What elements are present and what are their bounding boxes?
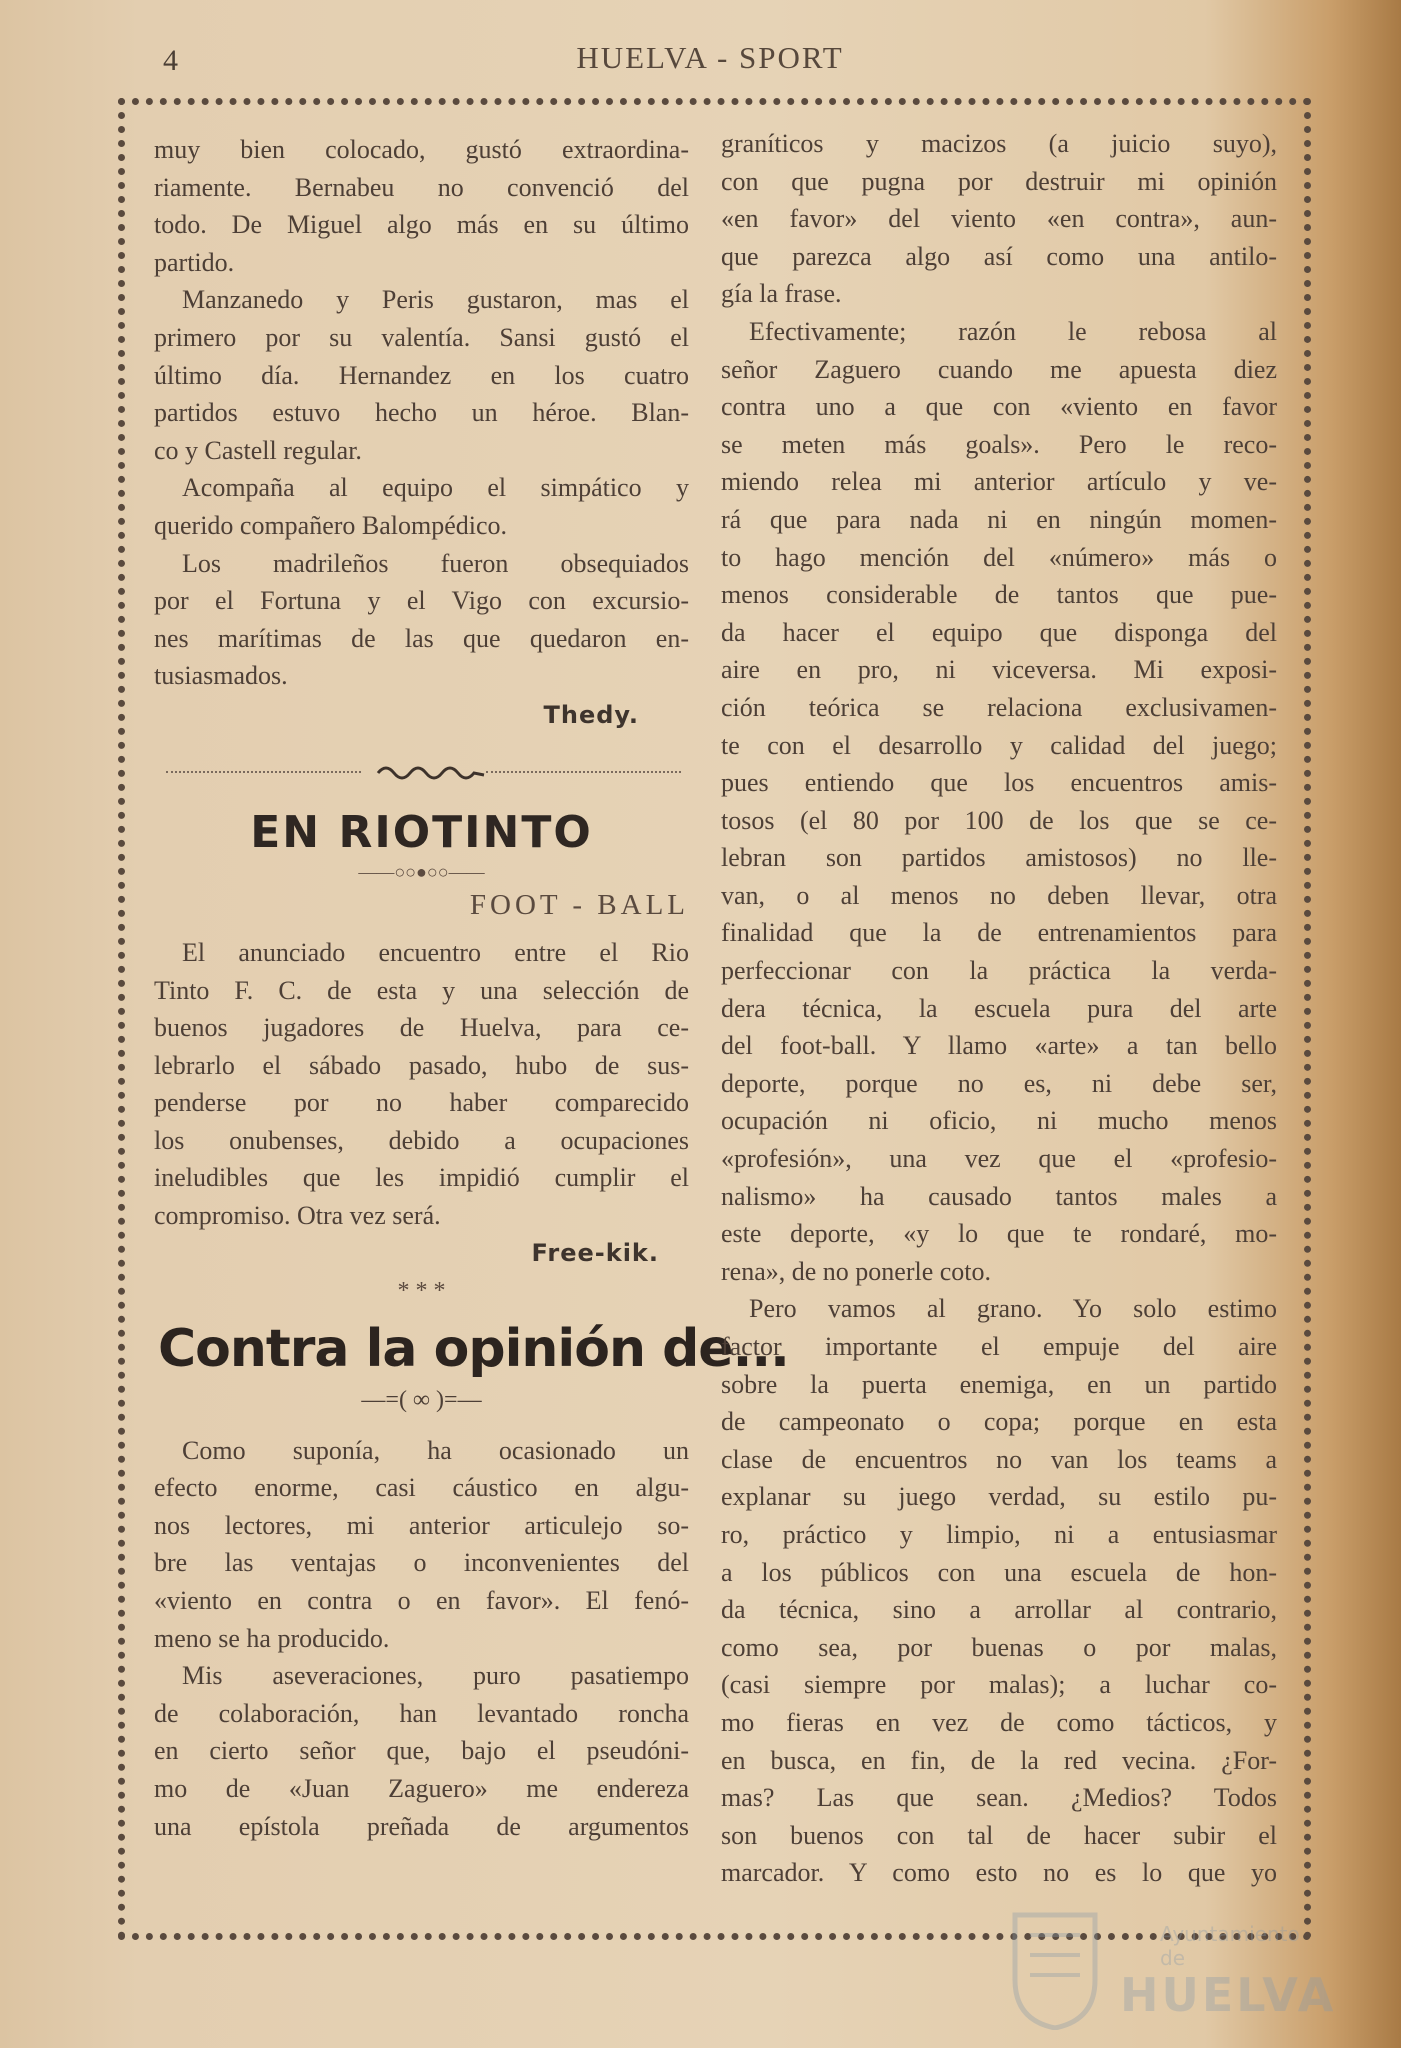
page-number: 4 — [163, 44, 178, 77]
text-line: que parezca algo así como una antilo- — [721, 241, 1277, 271]
intro-signature: Thedy. — [543, 700, 639, 729]
text-line: mo de «Juan Zaguero» me endereza — [154, 1774, 689, 1803]
text-line: «en favor» del viento «en contra», aun- — [721, 204, 1277, 234]
text-line: factor importante el empuje del aire — [721, 1332, 1277, 1361]
article-body-left — [154, 1432, 689, 1846]
text-line: una epístola preñada de argumentos — [154, 1811, 689, 1841]
right-column — [721, 125, 1277, 1892]
text-line: ro, práctico y limpio, ni a entusiasmar — [721, 1519, 1277, 1549]
text-line: Los madrileños fueron obsequiados — [182, 548, 689, 578]
text-line: graníticos y macizos (a juicio suyo), — [721, 129, 1277, 158]
article-ornament: —=( ∞ )=— — [361, 1386, 482, 1413]
section-title: EN RIOTINTO — [250, 806, 593, 858]
text-line: Manzanedo y Peris gustaron, mas el — [182, 285, 689, 315]
text-line: marcador. Y como esto no es lo que yo — [721, 1858, 1277, 1888]
section-divider — [166, 757, 686, 787]
article-title: Contra la opinión de... — [158, 1318, 789, 1379]
text-line: querido compañero Balompédico. — [154, 510, 508, 540]
section-ornament: ——○○●○○—— — [358, 861, 485, 882]
text-line: clase de encuentros no van los teams a — [721, 1444, 1277, 1474]
text-line: por el Fortuna y el Vigo con excursio- — [154, 586, 689, 616]
text-line: «profesión», una vez que el «profesio- — [721, 1144, 1277, 1174]
text-line: deporte, porque no es, ni debe ser, — [721, 1068, 1277, 1098]
text-line: penderse por no haber comparecido — [154, 1088, 689, 1118]
riotinto-signature: Free-kik. — [531, 1238, 659, 1267]
text-line: tusiasmados. — [154, 661, 288, 691]
text-line: primero por su valentía. Sansi gustó el — [154, 322, 689, 352]
subsection-heading: FOOT - BALL — [469, 888, 689, 921]
text-line: dera técnica, la escuela pura del arte — [721, 993, 1277, 1023]
text-line: rá que para nada ni en ningún momen- — [721, 504, 1277, 534]
riotinto-report — [154, 934, 689, 1235]
divider-line-left — [166, 771, 361, 773]
text-line: bre las ventajas o inconvenientes del — [154, 1548, 689, 1578]
text-line: compromiso. Otra vez será. — [154, 1201, 441, 1231]
publication-masthead: HUELVA - SPORT — [576, 40, 844, 75]
text-line: te con el desarrollo y calidad del juego; — [721, 730, 1277, 760]
text-line: ocupación ni oficio, ni mucho menos — [721, 1106, 1277, 1136]
text-line: los onubenses, debido a ocupaciones — [154, 1125, 689, 1155]
intro-paragraphs — [154, 131, 689, 695]
text-line: co y Castell regular. — [154, 435, 362, 465]
text-line: (casi siempre por malas); a luchar co- — [721, 1670, 1277, 1700]
text-line: todo. De Miguel algo más en su último — [154, 210, 689, 240]
text-line: buenos jugadores de Huelva, para ce- — [154, 1013, 689, 1043]
text-line: último día. Hernandez en los cuatro — [154, 360, 689, 390]
text-line: mas? Las que sean. ¿Medios? Todos — [721, 1783, 1277, 1813]
text-line: van, o al menos no deben llevar, otra — [721, 880, 1277, 910]
text-line: nalismo» ha causado tantos males a — [721, 1181, 1277, 1211]
text-line: son buenos con tal de hacer subir el — [721, 1820, 1277, 1850]
text-line: da hacer el equipo que disponga del — [721, 617, 1277, 647]
text-line: contra uno a que con «viento en favor — [721, 392, 1277, 422]
text-line: sobre la puerta enemiga, en un partido — [721, 1369, 1277, 1399]
divider-flourish-icon — [376, 761, 486, 783]
text-line: «viento en contra o en favor». El fenó- — [154, 1586, 689, 1616]
text-line: meno se ha producido. — [154, 1623, 390, 1653]
text-line: da técnica, sino a arrollar al contrario, — [721, 1595, 1277, 1625]
text-line: rena», de no ponerle coto. — [721, 1256, 992, 1286]
archive-watermark — [990, 1910, 1337, 2040]
text-line: perfeccionar con la práctica la verda- — [721, 956, 1277, 986]
text-line: menos considerable de tantos que pue- — [721, 580, 1277, 610]
text-line: se meten más goals». Pero le reco- — [721, 429, 1277, 459]
text-line: Acompaña al equipo el simpático y — [182, 473, 689, 503]
text-line: del foot-ball. Y llamo «arte» a tan bello — [721, 1031, 1277, 1061]
text-line: gía la frase. — [721, 279, 842, 309]
text-line: como sea, por buenas o por malas, — [721, 1632, 1277, 1662]
text-line: partidos estuvo hecho un héroe. Blan- — [154, 398, 689, 428]
text-line: pues entiendo que los encuentros amis- — [721, 768, 1277, 798]
asterism-separator: * * * — [397, 1277, 446, 1304]
text-line: este deporte, «y lo que te rondaré, mo- — [721, 1219, 1277, 1249]
text-line: Mis aseveraciones, puro pasatiempo — [182, 1661, 689, 1691]
text-line: muy bien colocado, gustó extraordina- — [154, 135, 689, 164]
text-line: tosos (el 80 por 100 de los que se ce- — [721, 805, 1277, 835]
text-line: miendo relea mi anterior artículo y ve- — [721, 467, 1277, 497]
text-line: riamente. Bernabeu no convenció del — [154, 172, 689, 202]
text-line: aire en pro, ni viceversa. Mi exposi- — [721, 655, 1277, 685]
text-line: explanar su juego verdad, su estilo pu- — [721, 1482, 1277, 1512]
text-line: con que pugna por destruir mi opinión — [721, 166, 1277, 196]
text-line: Pero vamos al grano. Yo solo estimo — [749, 1294, 1277, 1324]
divider-line-right — [486, 771, 681, 773]
text-line: Tinto F. C. de esta y una selección de — [154, 975, 689, 1005]
text-line: de colaboración, han levantado roncha — [154, 1698, 689, 1728]
text-line: nos lectores, mi anterior articulejo so- — [154, 1510, 689, 1540]
text-line: efecto enorme, casi cáustico en algu- — [154, 1473, 689, 1503]
text-line: El anunciado encuentro entre el Rio — [182, 937, 689, 967]
text-line: lebran son partidos amistosos) no lle- — [721, 843, 1277, 873]
text-line: en busca, en fin, de la red vecina. ¿For- — [721, 1745, 1277, 1775]
article-body-right — [721, 125, 1277, 1892]
text-line: ineludibles que les impidió cumplir el — [154, 1163, 689, 1193]
text-line: finalidad que la de entrenamientos para — [721, 918, 1277, 948]
text-line: de campeonato o copa; porque en esta — [721, 1407, 1277, 1437]
text-line: to hago mención del «número» más o — [721, 542, 1277, 572]
watermark-caption: Ayuntamiento de — [1160, 1922, 1300, 1970]
text-line: mo fieras en vez de como tácticos, y — [721, 1707, 1277, 1737]
city-shield-icon — [1010, 1910, 1100, 2030]
text-line: nes marítimas de las que quedaron en- — [154, 623, 689, 653]
text-line: ción teórica se relaciona exclusivamen- — [721, 692, 1277, 722]
text-line: en cierto señor que, bajo el pseudóni- — [154, 1736, 689, 1766]
text-line: Como suponía, ha ocasionado un — [182, 1435, 689, 1465]
text-line: a los públicos con una escuela de hon- — [721, 1557, 1277, 1587]
watermark-text: HUELVA — [1120, 1968, 1337, 2022]
text-line: Efectivamente; razón le rebosa al — [749, 316, 1277, 346]
text-line: señor Zaguero cuando me apuesta diez — [721, 354, 1277, 384]
text-line: partido. — [154, 247, 235, 277]
text-line: lebrarlo el sábado pasado, hubo de sus- — [154, 1050, 689, 1080]
